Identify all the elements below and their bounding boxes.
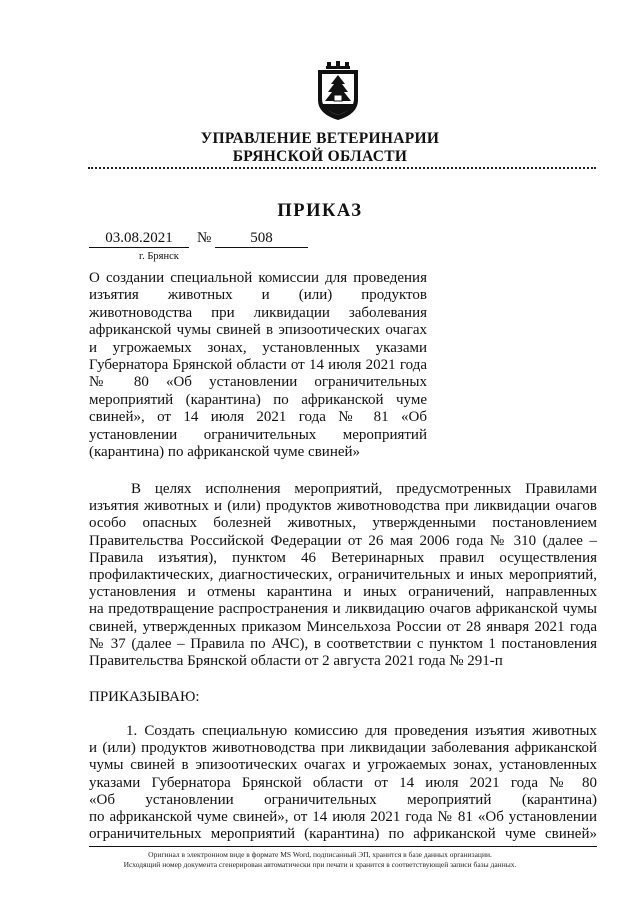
item-line: ограничительных мероприятий (карантина) по африканской чуме свиней» bbox=[89, 826, 597, 843]
preamble-line: изъятия животных и (или) продуктов животноводства при ликвидации очагов bbox=[89, 498, 597, 515]
document-title: ПРИКАЗ bbox=[277, 201, 363, 221]
preamble-line: установления и отмены карантина и иных ограничений, направленных bbox=[89, 584, 597, 601]
item-line: «Об установлении ограничительных мероприятий (карантина) bbox=[89, 791, 597, 808]
preamble-line: на предотвращение распространения и ликвидацию очагов африканской чумы bbox=[89, 601, 597, 618]
subject-line: установлении ограничительных мероприятий bbox=[89, 426, 427, 443]
document-date: 03.08.2021 bbox=[89, 230, 189, 248]
subject-line: животноводства при ликвидации заболевания bbox=[89, 304, 427, 321]
order-word: ПРИКАЗЫВАЮ: bbox=[89, 689, 200, 705]
item-line: и (или) продуктов животноводства при ликвидации заболевания африканской bbox=[89, 740, 597, 757]
subject-line: и угрожаемых зонах, установленных указами bbox=[89, 339, 427, 356]
number-sign: № bbox=[197, 230, 212, 246]
item-line: по африканской чуме свиней», от 14 июля 2021 года № 81 «Об установлении bbox=[89, 809, 597, 826]
footer-divider bbox=[89, 846, 597, 847]
preamble-line: В целях исполнения мероприятий, предусмотренных Правилами bbox=[131, 481, 597, 497]
header-divider bbox=[88, 167, 596, 169]
preamble-line: Правила изъятия), пунктом 46 Ветеринарных правил осуществления bbox=[89, 549, 597, 566]
subject-line: изъятия животных и (или) продуктов bbox=[89, 287, 427, 304]
item-line: 1. Создать специальную комиссию для проведения изъятия животных bbox=[126, 723, 597, 739]
bryansk-coat-of-arms-icon bbox=[314, 60, 362, 122]
org-name-line1: УПРАВЛЕНИЕ ВЕТЕРИНАРИИ bbox=[200, 130, 440, 147]
subject-line: свиней», от 14 июля 2021 года № 81 «Об bbox=[89, 409, 427, 426]
document-subject bbox=[89, 270, 427, 461]
item-line: указами Губернатора Брянской области от 14 июля 2021 года № 80 bbox=[89, 774, 597, 791]
footer-note-line2: Исходящий номер документа сгенерирован автоматически при печати и хранится в соответствующей записи базы данных. bbox=[123, 860, 517, 869]
subject-line: О создании специальной комиссии для проведения bbox=[89, 270, 427, 286]
preamble-line: Правительства Брянской области от 2 августа 2021 года № 291-п bbox=[89, 653, 503, 670]
subject-line: мероприятий (карантина) по африканской чуме bbox=[89, 391, 427, 408]
subject-line: (карантина) по африканской чуме свиней» bbox=[89, 444, 361, 461]
order-item-1 bbox=[89, 723, 597, 843]
item-line: чумы свиней в эпизоотических очагах и угрожаемых зонах, установленных bbox=[89, 757, 597, 774]
preamble-line: профилактических, диагностических, ограничительных и иных мероприятий, bbox=[89, 567, 597, 584]
org-name-line2: БРЯНСКОЙ ОБЛАСТИ bbox=[232, 148, 408, 165]
document-city: г. Брянск bbox=[139, 251, 179, 262]
subject-line: Губернатора Брянской области от 14 июля 2021 года bbox=[89, 357, 427, 374]
subject-line: африканской чумы свиней в эпизоотических очагах bbox=[89, 322, 427, 339]
preamble-line: особо опасных болезней животных, утвержденными постановлением bbox=[89, 515, 597, 532]
preamble-paragraph bbox=[89, 481, 597, 670]
subject-line: № 80 «Об установлении ограничительных bbox=[89, 374, 427, 391]
preamble-line: № 37 (далее – Правила по АЧС), в соответствии с пунктом 1 постановления bbox=[89, 635, 597, 652]
footer-note-line1: Оригинал в электронном виде в формате MS Word, подписанный ЭП, хранится в базе данных организации. bbox=[148, 850, 492, 859]
document-number: 508 bbox=[215, 230, 308, 248]
preamble-line: Правительства Российской Федерации от 26 мая 2006 года № 310 (далее – bbox=[89, 532, 597, 549]
preamble-line: свиней, утвержденных приказом Минсельхоза России от 28 января 2021 года bbox=[89, 618, 597, 635]
